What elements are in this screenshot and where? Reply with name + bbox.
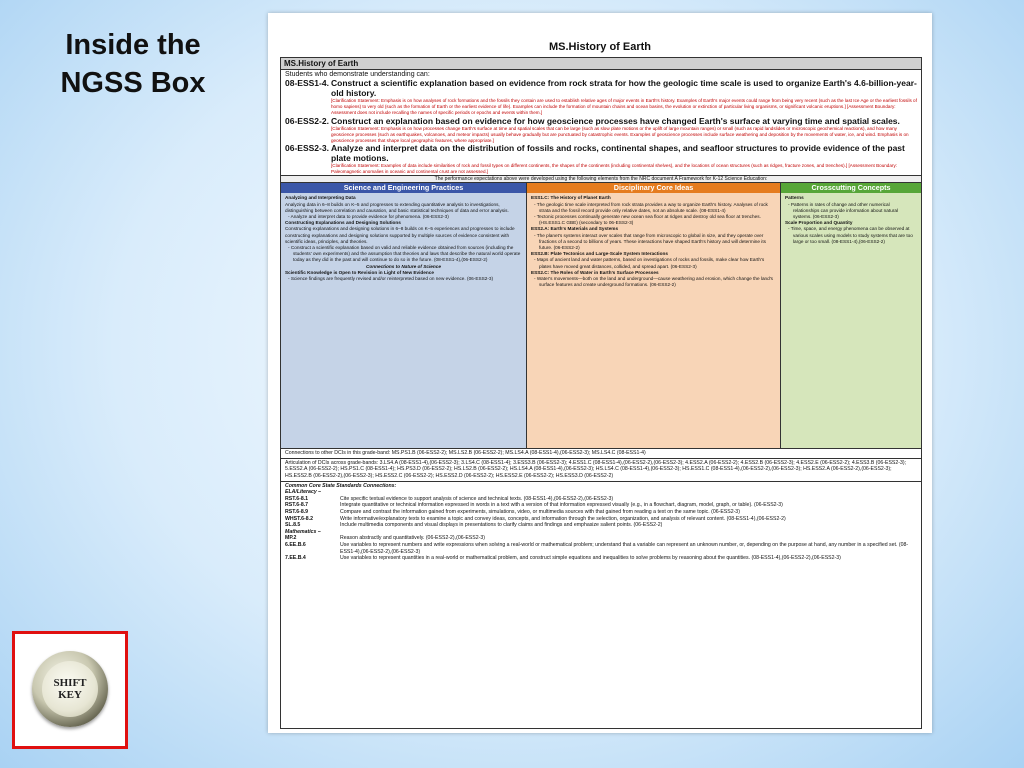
sep-line: - Science findings are frequently revised and/or reinterpreted based on new evidence. (06-ESS2-3) bbox=[288, 276, 494, 282]
ccss-connections bbox=[281, 482, 921, 563]
dci-content bbox=[531, 195, 776, 288]
performance-expectations bbox=[281, 78, 921, 175]
ccss-code: MP.2 bbox=[285, 535, 297, 542]
pe-clarification: [Clarification Statement: Emphasis is on how analyses of rock formations and the fossils they contain are used to establish relative ages of major events in Earth's history. Examples of Earth's major events could range from being very recent (such as the last Ice Age or the earliest fossils of homo sapiens) to very old (such as the formation of Earth or the earliest evidence of life). Examples can include the formation of mountain chains and ocean basins, the evolution or extinction of particular living organisms, or significant volcanic eruptions.] [Assessment Boundary: Assessment does not include recalling the names of specific periods or epochs and events within them.] bbox=[331, 98, 917, 115]
connection-row: Articulation of DCIs across grade-bands: 3.LS4.A (08-ESS1-4),(06-ESS2-3); 3.LS4.C (08-ESS1-4); 3.ESS3.B (06-ESS2-3); 4.ESS1.C (08-ESS1-4),(06-ESS2-2),(06-ESS2-3); 4.ESS2.A (06-ESS2-2); 4.ESS2.B (06-ESS2-3); 4.ESS2.E (06-ESS2-2); 4.ESS3.B (06-ESS2-3); 5.ESS2.A (06-ESS2-2); HS.PS1.C (08-ESS1-4); HS.PS3.D (06-ESS2-2); HS.LS2.B (06-ESS2-2); HS.LS4.A (08-ESS1-4),(06-ESS2-3); HS.LS4.C (08-ESS1-4),(06-ESS2-3); HS.ESS1.C (08-ESS1-4),(06-ESS2-2),(06-ESS2-3); HS.ESS2.A (06-ESS2-2),(06-ESS2-3); HS.ESS2.B (06-ESS2-2),(06-ESS2-3); HS.ESS2.C (06-ESS2-2); HS.ESS2.D (06-ESS2-2); HS.ESS2.E (06-ESS2-2); HS.ESS3.D (06-ESS2-2) bbox=[281, 459, 921, 482]
pe-body bbox=[331, 116, 917, 144]
ccss-code: 7.EE.B.4 bbox=[285, 555, 306, 562]
ccss-text: Use variables to represent quantities in a real-world or mathematical problem, and construct simple equations and inequalities to solve problems by reasoning about the quantities. (08-ESS1-4),(06-ESS2-2),(06-ESS2-3) bbox=[340, 555, 841, 562]
pe-statement: Analyze and interpret data on the distribution of fossils and rocks, continental shapes, and seafloor structures to provide evidence of the past plate motions. bbox=[331, 143, 905, 164]
pe-code: 08-ESS1-4. bbox=[285, 78, 329, 88]
ccss-code: 6.EE.B.6 bbox=[285, 541, 306, 548]
ccss-text: Compare and contrast the information gained from experiments, simulations, video, or multimedia sources with that gained from reading a text on the same topic. (06-ESS2-3) bbox=[340, 509, 740, 515]
dci-line: ESS2.B: Plate Tectonics and Large-Scale System Interactions bbox=[531, 251, 668, 257]
pe-row bbox=[281, 116, 921, 144]
ccss-text: Include multimedia components and visual displays in presentations to clarify claims and findings and emphasize salient points. (06-ESS2-2) bbox=[340, 522, 663, 529]
pe-body bbox=[331, 143, 917, 175]
sep-header: Science and Engineering Practices bbox=[281, 183, 526, 193]
pe-intro: Students who demonstrate understanding can: bbox=[285, 71, 430, 78]
pe-code: 06-ESS2-2. bbox=[285, 115, 329, 126]
ccss-row bbox=[285, 502, 917, 509]
pe-clarification: [Clarification Statement: Emphasis is on how processes change Earth's surface at time and spatial scales that can be large (such as slow plate motions or the uplift of large mountain ranges) or small (such as rapid landslides or microscopic geochemical reactions), and how many geoscience processes (such as earthquakes, volcanoes, and meteor impacts) usually behave gradually but are punctuated by catastrophic events. Examples of geoscience processes include surface weathering and deposition by the movements of water, ice, and wind. Emphasis is on geoscience processes that shape local geographic features, where appropriate.] bbox=[331, 125, 909, 143]
ccss-text: Cite specific textual evidence to support analysis of science and technical texts. (08-ESS1-4),(06-ESS2-2),(06-ESS2-3) bbox=[340, 495, 614, 502]
logo-line-1: SHIFT bbox=[53, 677, 87, 689]
ccss-row bbox=[285, 496, 917, 503]
pe-clarification: [Clarification Statement: Examples of data include similarities of rock and fossil types on different continents, the shapes of the continents (including continental shelves), and the locations of ocean structures (such as ridges, fracture zones, and trenches).] [Assessment Boundary: Paleomagnetic anomalies in oceanic and continental crust are not assessed.] bbox=[331, 163, 898, 175]
sep-line: Connections to Nature of Science bbox=[365, 263, 441, 269]
dci-line: ESS1.C: The History of Planet Earth bbox=[531, 195, 611, 201]
ccss-row bbox=[285, 535, 917, 542]
framework-note: The performance expectations above were developed using the following elements from the NRC document A Framework for K-12 Science Education: bbox=[281, 175, 921, 183]
shift-key-face bbox=[42, 661, 98, 717]
dci-line: - The geologic time scale interpreted from rock strata provides a way to organize Earth's history. Analyses of rock strata and the fossil record provide only relative dates, not an absolute scale. (08-ESS1-4) bbox=[534, 201, 768, 213]
pe-body bbox=[331, 78, 917, 116]
ccc-header: Crosscutting Concepts bbox=[781, 183, 921, 193]
ccss-code: WHST.6-8.2 bbox=[285, 515, 313, 522]
ccss-text: Reason abstractly and quantitatively. (06-ESS2-2),(06-ESS2-3) bbox=[340, 535, 485, 542]
sep-line: Constructing Explanations and Designing Solutions bbox=[285, 220, 401, 226]
ccc-line: - Time, space, and energy phenomena can be observed at various scales using models to study systems that are too large or too small. (08-ESS1-4),(06-ESS2-2) bbox=[788, 226, 913, 244]
ccss-row bbox=[285, 516, 917, 523]
ccss-row bbox=[285, 555, 917, 562]
ccss-code: RST.6-8.7 bbox=[285, 502, 309, 509]
dci-line: ESS2.A: Earth's Materials and Systems bbox=[531, 226, 619, 232]
dci-column bbox=[527, 183, 781, 448]
ccss-code: SL.8.5 bbox=[285, 522, 301, 529]
pe-row bbox=[281, 143, 921, 175]
ccc-line: Scale Proportion and Quantity bbox=[785, 220, 853, 226]
slide-title-line-1: Inside the bbox=[65, 29, 201, 61]
ccss-row bbox=[285, 509, 917, 516]
ccss-text: Use variables to represent numbers and write expressions when solving a real-world or mathematical problem; understand that a variable can represent an unknown number, or, depending on the purpose at hand, any number in a specified set. (08-ESS1-4),(06-ESS2-2),(06-ESS2-3) bbox=[340, 541, 909, 555]
ccss-list bbox=[285, 489, 917, 562]
dci-header: Disciplinary Core Ideas bbox=[527, 183, 780, 193]
ccss-code: RST.6-8.1 bbox=[285, 495, 309, 502]
dci-line: - Maps of ancient land and water patterns, based on investigations of rocks and fossils, make clear how Earth's plates have moved great distances, collided, and spread apart. (06-ESS2-3) bbox=[534, 257, 765, 269]
dci-line: - Water's movements—both on the land and underground—cause weathering and erosion, which change the land's surface features and create underground formations. (06-ESS2-2) bbox=[534, 276, 774, 288]
sep-line: Constructing explanations and designing solutions in 6–8 builds on K–5 experiences and progresses to include constructing explanations and designing solutions supported by multiple sources of evidence consistent with scientific ideas, principles, and theories. bbox=[285, 226, 515, 244]
ccss-text: Integrate quantitative or technical information expressed in words in a text with a version of that information expressed visually (e.g., in a flowchart, diagram, model, graph, or table). (06-ESS2-3) bbox=[340, 502, 783, 509]
pe-statement: Construct an explanation based on evidence for how geoscience processes have changed Earth's surface at varying time and spatial scales. bbox=[331, 115, 900, 126]
logo-line-2: KEY bbox=[58, 689, 82, 701]
sep-line: Analyzing and Interpreting Data bbox=[285, 195, 356, 201]
pe-statement: Construct a scientific explanation based on evidence from rock strata for how the geologic time scale is used to organize Earth's 4.6-billion-year-old history. bbox=[331, 78, 917, 98]
standards-document bbox=[268, 13, 932, 733]
ccc-content bbox=[785, 195, 917, 245]
slide-title bbox=[28, 26, 238, 102]
sep-line: Analyzing data in 6–8 builds on K–5 and progresses to extending quantitative analysis to investigations, distinguishing between correlation and causation, and basic statistical techniques of data and error analysis. bbox=[285, 201, 509, 213]
section-header: MS.History of Earth bbox=[281, 58, 921, 70]
dci-line: - The planet's systems interact over scales that range from microscopic to global in size, and they operate over fractions of a second to billions of years. These interactions have shaped Earth's history and will determine its future. (06-ESS2-2) bbox=[534, 232, 766, 251]
ccc-column bbox=[781, 183, 921, 448]
sep-column bbox=[281, 183, 527, 448]
ccss-row bbox=[285, 522, 917, 529]
ccss-code: RST.6-8.9 bbox=[285, 509, 309, 515]
ccss-subject: Mathematics – bbox=[285, 528, 321, 535]
slide-title-line-2: NGSS Box bbox=[60, 67, 206, 99]
pe-code: 06-ESS2-3. bbox=[285, 143, 329, 154]
pe-row bbox=[281, 78, 921, 116]
ccss-subject: ELA/Literacy – bbox=[285, 489, 322, 496]
sep-line: - Analyze and interpret data to provide evidence for phenomena. (06-ESS2-3) bbox=[288, 214, 449, 220]
ccc-line: Patterns bbox=[785, 195, 804, 201]
ccc-line: - Patterns in rates of change and other numerical relationships can provide information about natural systems. (06-ESS2-3) bbox=[788, 201, 899, 220]
document-title: MS.History of Earth bbox=[548, 41, 652, 53]
dci-line: ESS2.C: The Roles of Water in Earth's Surface Processes bbox=[531, 269, 659, 275]
ccss-row bbox=[285, 542, 917, 555]
sep-line: - Construct a scientific explanation based on valid and reliable evidence obtained from sources (including the students' own experiments) and the assumption that theories and laws that describe the natural world operate today as they did in the past and will continue to do so in the future. (08-ESS1-4),(06-ESS2-2) bbox=[288, 245, 521, 263]
dci-line: - Tectonic processes continually generate new ocean sea floor at ridges and destroy old sea floor at trenches. (HS.ESS1.C GBE) (secondary to 06-ESS2-3) bbox=[534, 214, 761, 226]
connection-row: Connections to other DCIs in this grade-band: MS.PS1.B (06-ESS2-2); MS.LS2.B (06-ESS2-2); MS.LS4.A (08-ESS1-4),(06-ESS2-3); MS.LS4.C (08-ESS1-4) bbox=[281, 449, 921, 459]
foundation-columns bbox=[281, 183, 921, 449]
ccss-title: Common Core State Standards Connections: bbox=[285, 482, 397, 489]
dci-connections bbox=[281, 449, 921, 481]
shift-key-logo bbox=[12, 631, 128, 749]
ccss-text: Write informative/explanatory texts to examine a topic and convey ideas, concepts, and information through the selection, organization, and analysis of relevant content. (08-ESS1-4),(06-ESS2-2) bbox=[340, 515, 786, 522]
standards-table bbox=[280, 57, 922, 729]
sep-line: Scientific Knowledge is Open to Revision in Light of New Evidence bbox=[285, 269, 434, 275]
shift-key-icon bbox=[32, 651, 108, 727]
sep-content bbox=[285, 195, 522, 282]
